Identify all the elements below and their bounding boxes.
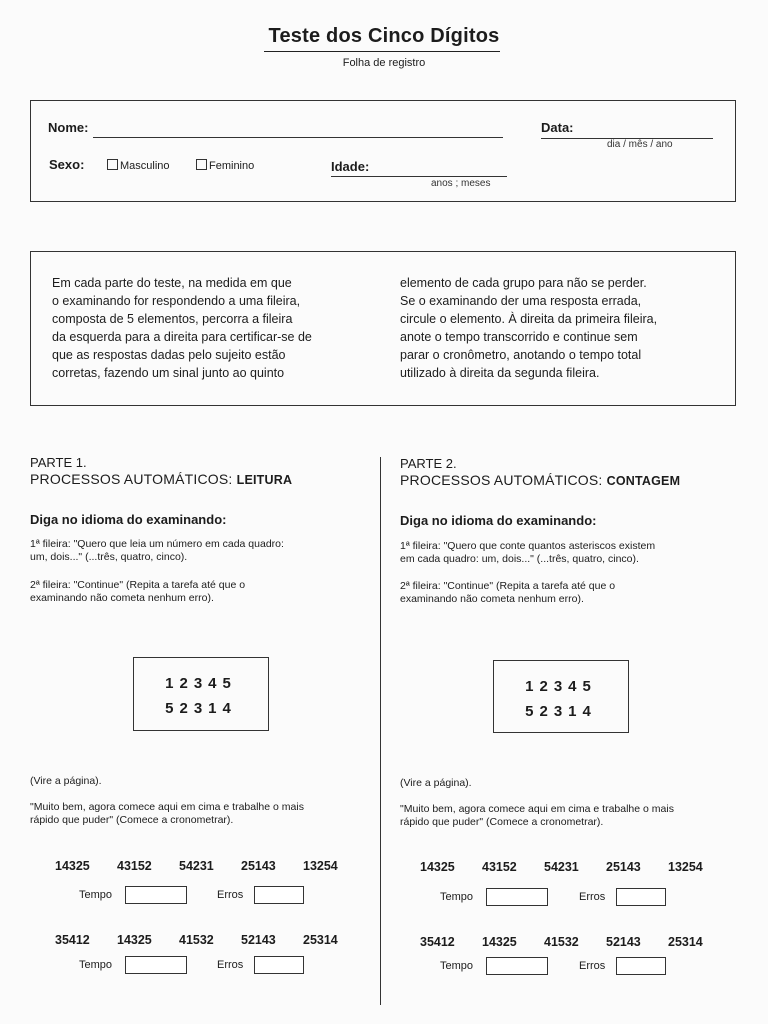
part-2-start-instruction — [400, 803, 760, 829]
sample-row-2: 52314 — [525, 703, 597, 720]
errors-label: Erros — [217, 889, 244, 901]
sequence-item: 41532 — [544, 935, 579, 949]
instruction-line: circule o elemento. À direita da primeira fileira, — [400, 312, 658, 326]
part-1-row2-time-field[interactable] — [125, 956, 187, 974]
part-1-row1-instruction — [30, 538, 375, 564]
male-label: Masculino — [120, 160, 170, 172]
instruction-line: utilizado à direita da segunda fileira. — [400, 366, 600, 380]
sequence-item: 35412 — [420, 935, 455, 949]
sequence-item: 14325 — [420, 860, 455, 874]
errors-label: Erros — [217, 959, 244, 971]
sequence-item: 25314 — [303, 933, 338, 947]
text-line: em cada quadro: um, dois..." (...três, quatro, cinco). — [400, 553, 639, 565]
instruction-line: o examinando for respondendo a uma fileira, — [52, 294, 301, 308]
sequence-item: 14325 — [117, 933, 152, 947]
part-1-sample-box — [133, 657, 269, 731]
part-1-start-instruction — [30, 801, 375, 827]
sample-row-1: 12345 — [165, 675, 237, 692]
part-1-row1-errors-field[interactable] — [254, 886, 304, 904]
instruction-line: composta de 5 elementos, percorra a fileira — [52, 312, 293, 326]
instruction-line: que as respostas dadas pelo sujeito estão — [52, 348, 286, 362]
part-2-instruction-heading: Diga no idioma do examinando: — [400, 513, 597, 528]
sex-label: Sexo: — [49, 157, 85, 172]
text-line: examinando não cometa nenhum erro). — [400, 593, 584, 605]
sequence-item: 14325 — [482, 935, 517, 949]
part-2-row1-instruction — [400, 540, 760, 566]
part-2-row1-time-field[interactable] — [486, 888, 548, 906]
part-1-turn-page: (Vire a página). — [30, 775, 102, 787]
sequence-item: 43152 — [117, 859, 152, 873]
part-2-subtitle-prefix: PROCESSOS AUTOMÁTICOS: — [400, 472, 607, 488]
sequence-item: 52143 — [606, 935, 641, 949]
part-2-title: PARTE 2. — [400, 456, 457, 471]
age-label: Idade: — [331, 159, 370, 174]
part-2-turn-page: (Vire a página). — [400, 777, 472, 789]
text-line: 2ª fileira: "Continue" (Repita a tarefa até que o — [400, 580, 616, 592]
text-line: 2ª fileira: "Continue" (Repita a tarefa até que o — [30, 579, 246, 591]
instruction-line: parar o cronômetro, anotando o tempo total — [400, 348, 642, 362]
part-2-subtitle — [400, 472, 760, 490]
errors-label: Erros — [579, 891, 606, 903]
text-line: "Muito bem, agora comece aqui em cima e trabalhe o mais — [30, 801, 304, 813]
errors-label: Erros — [579, 960, 606, 972]
sequence-item: 13254 — [303, 859, 338, 873]
sequence-item: 43152 — [482, 860, 517, 874]
instruction-line: anote o tempo transcorrido e continue sem — [400, 330, 638, 344]
page-title: Teste dos Cinco Dígitos — [268, 25, 500, 47]
text-line: rápido que puder" (Comece a cronometrar). — [400, 816, 604, 828]
sample-row-2: 52314 — [165, 700, 237, 717]
text-line: 1ª fileira: "Quero que leia um número em cada quadro: — [30, 538, 284, 550]
part-1-subtitle-task: LEITURA — [236, 473, 293, 487]
sequence-item: 25314 — [668, 935, 703, 949]
date-hint: dia / mês / ano — [607, 139, 673, 150]
time-label: Tempo — [440, 891, 474, 903]
instruction-line: corretas, fazendo um sinal junto ao quinto — [52, 366, 285, 380]
part-2-section — [380, 0, 768, 1024]
sequence-item: 13254 — [668, 860, 703, 874]
age-hint: anos ; meses — [431, 178, 491, 189]
sequence-item: 54231 — [544, 860, 579, 874]
part-1-title: PARTE 1. — [30, 455, 87, 470]
part-1-subtitle-prefix: PROCESSOS AUTOMÁTICOS: — [30, 471, 237, 487]
text-line: rápido que puder" (Comece a cronometrar). — [30, 814, 234, 826]
part-1-row2-errors-field[interactable] — [254, 956, 304, 974]
sample-row-1: 12345 — [525, 678, 597, 695]
instruction-line: Se o examinando der uma resposta errada, — [400, 294, 642, 308]
page-subtitle: Folha de registro — [342, 57, 426, 69]
instruction-line: elemento de cada grupo para não se perder. — [400, 276, 647, 290]
sequence-item: 25143 — [241, 859, 276, 873]
part-1-row2-instruction — [30, 579, 375, 605]
part-1-section — [0, 0, 380, 1024]
time-label: Tempo — [440, 960, 474, 972]
instruction-line: Em cada parte do teste, na medida em que — [52, 276, 292, 290]
part-2-row2-instruction — [400, 580, 760, 606]
instruction-line: da esquerda para a direita para certificar-se de — [52, 330, 312, 344]
sequence-item: 14325 — [55, 859, 90, 873]
sequence-item: 52143 — [241, 933, 276, 947]
sequence-item: 41532 — [179, 933, 214, 947]
sequence-item: 54231 — [179, 859, 214, 873]
part-2-sample-box — [493, 660, 629, 733]
name-label: Nome: — [48, 120, 89, 135]
part-2-row2-time-field[interactable] — [486, 957, 548, 975]
part-2-row2-errors-field[interactable] — [616, 957, 666, 975]
date-label: Data: — [541, 120, 574, 135]
part-1-instruction-heading: Diga no idioma do examinando: — [30, 512, 227, 527]
part-2-subtitle-task: CONTAGEM — [606, 474, 681, 488]
text-line: examinando não cometa nenhum erro). — [30, 592, 214, 604]
text-line: um, dois..." (...três, quatro, cinco). — [30, 551, 188, 563]
part-1-subtitle — [30, 471, 370, 489]
time-label: Tempo — [79, 889, 113, 901]
part-2-row1-errors-field[interactable] — [616, 888, 666, 906]
time-label: Tempo — [79, 959, 113, 971]
part-1-row1-time-field[interactable] — [125, 886, 187, 904]
sequence-item: 35412 — [55, 933, 90, 947]
text-line: "Muito bem, agora comece aqui em cima e trabalhe o mais — [400, 803, 674, 815]
sequence-item: 25143 — [606, 860, 641, 874]
text-line: 1ª fileira: "Quero que conte quantos asteriscos existem — [400, 540, 656, 552]
female-label: Feminino — [209, 160, 255, 172]
